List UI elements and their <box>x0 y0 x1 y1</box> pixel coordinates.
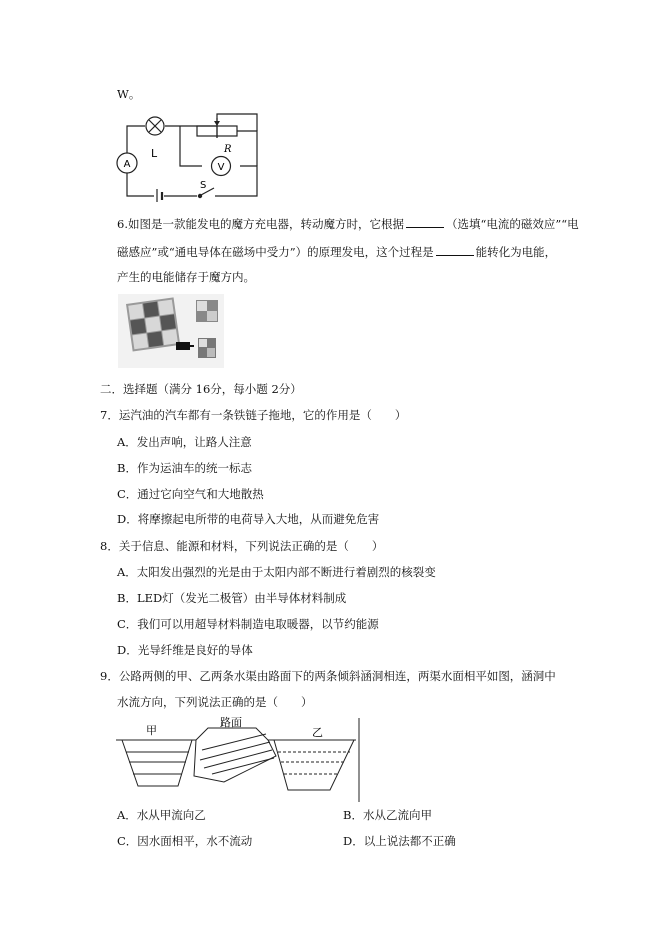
section-heading: 二．选择题（满分 16分，每小题 2分） <box>100 382 302 396</box>
circuit-diagram <box>112 108 262 202</box>
q6-text-c: 磁感应”或“通电导体在磁场中受力”）的原理发电，这个过程是 <box>117 245 434 259</box>
q7-option-b: B．作为运油车的统一标志 <box>117 461 252 475</box>
q9-stem-line1: 9．公路两侧的甲、乙两条水渠由路面下的两条倾斜涵洞相连，两渠水面相平如图，涵洞中 <box>100 669 556 683</box>
answer-blank <box>406 216 444 228</box>
q7-option-a: A．发出声响，让路人注意 <box>117 435 252 449</box>
road-label: 路面 <box>220 716 242 729</box>
q6-line3: 产生的电能储存于魔方内。 <box>117 270 255 284</box>
voltmeter-label: V <box>217 162 225 173</box>
q9-option-c: C．因水面相平，水不流动 <box>117 834 253 848</box>
lamp-label: L <box>151 147 158 160</box>
rubik-cube-charger-image <box>118 294 224 368</box>
q6-line2 <box>117 244 556 260</box>
canal-label-jia: 甲 <box>146 724 157 737</box>
canal-label-yi: 乙 <box>312 726 323 739</box>
q7-stem: 7．运汽油的汽车都有一条铁链子拖地，它的作用是（ ） <box>100 408 407 422</box>
q7-option-c: C．通过它向空气和大地散热 <box>117 487 264 501</box>
q7-option-d: D．将摩擦起电所带的电荷导入大地，从而避免危害 <box>117 512 380 526</box>
top-unit-text: W。 <box>117 87 141 101</box>
q8-option-a: A．太阳发出强烈的光是由于太阳内部不断进行着剧烈的核裂变 <box>117 565 436 579</box>
q6-text-d: 能转化为电能， <box>475 245 557 259</box>
q6-text-a: 6.如图是一款能发电的魔方充电器，转动魔方时，它根据 <box>117 217 404 231</box>
resistor-label: R <box>224 144 232 155</box>
switch-label: S <box>200 180 207 191</box>
q9-stem-line2: 水流方向，下列说法正确的是（ ） <box>117 695 313 709</box>
q8-stem: 8．关于信息、能源和材料，下列说法正确的是（ ） <box>100 539 384 553</box>
q8-option-b: B．LED灯（发光二极管）由半导体材料制成 <box>117 591 347 605</box>
ammeter-label: A <box>123 159 131 170</box>
answer-blank <box>436 244 474 256</box>
q6-line1 <box>117 216 579 232</box>
q9-option-b: B．水从乙流向甲 <box>343 808 432 822</box>
canal-culvert-diagram <box>116 716 364 802</box>
q9-option-a: A．水从甲流向乙 <box>117 808 206 822</box>
q8-option-d: D．光导纤维是良好的导体 <box>117 643 253 657</box>
q9-option-d: D．以上说法都不正确 <box>343 834 456 848</box>
q6-text-b: （选填“电流的磁效应”“电 <box>445 217 579 231</box>
q8-option-c: C．我们可以用超导材料制造电取暖器，以节约能源 <box>117 617 379 631</box>
